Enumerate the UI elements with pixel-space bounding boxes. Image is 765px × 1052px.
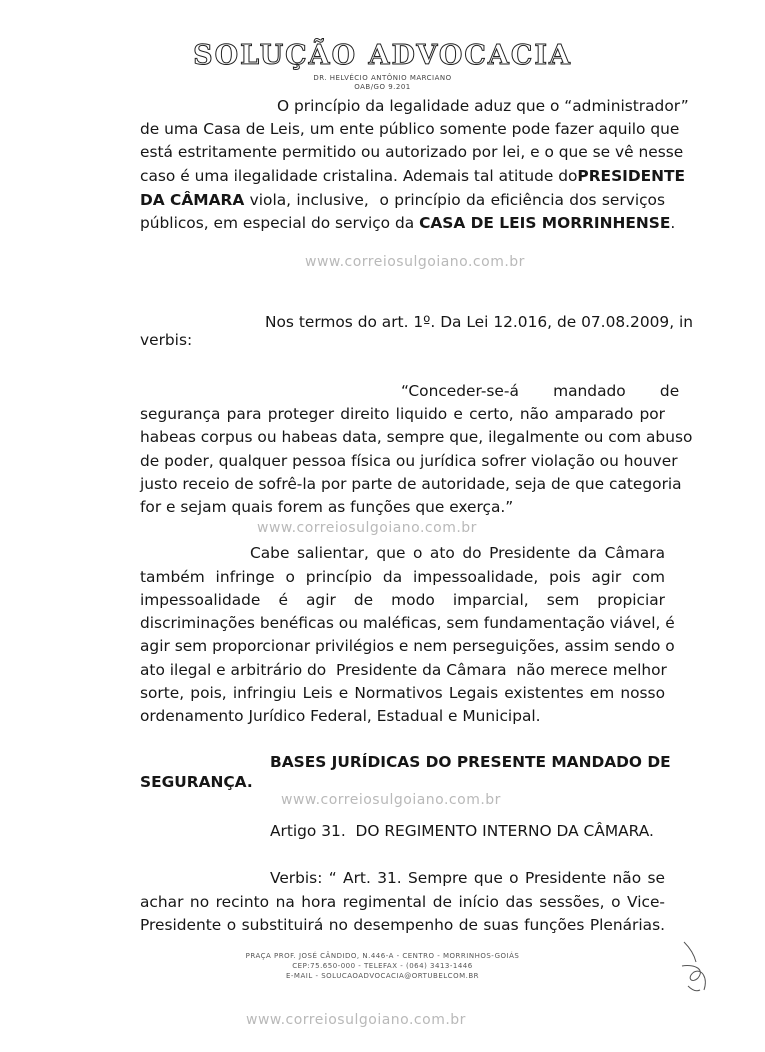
letterhead-lawyer-name: DR. HELVÉCIO ANTÔNIO MARCIANO	[313, 74, 452, 82]
quote-line-4: de poder, qualquer pessoa física ou jurídica sofrer violação ou houver	[140, 452, 678, 470]
paragraph-1-line-1: O princípio da legalidade aduz que o “administrador”	[277, 97, 689, 115]
paragraph-3-line-5: agir sem proporcionar privilégios e nem perseguições, assim sendo o	[140, 637, 675, 655]
paragraph-1-line-4	[140, 166, 686, 186]
paragraph-1-line-5-text: viola, inclusive, o princípio da eficiência dos serviços	[244, 191, 665, 209]
watermark-4: www.correiosulgoiano.com.br	[246, 1012, 466, 1028]
paragraph-1-bold-da-camara: DA CÂMARA	[140, 191, 245, 209]
paragraph-2-line-1: Nos termos do art. 1º. Da Lei 12.016, de 07.08.2009, in	[265, 313, 694, 331]
paragraph-3-line-2: também infringe o princípio da impessoalidade, pois agir com	[140, 568, 665, 586]
paragraph-4-line-3: Presidente o substituirá no desempenho de suas funções Plenárias.	[140, 916, 665, 934]
paragraph-1-line-2: de uma Casa de Leis, um ente público somente pode fazer aquilo que	[140, 120, 680, 138]
paragraph-3-line-3: impessoalidade é agir de modo imparcial, sem propiciar	[140, 591, 665, 609]
footer-address: PRAÇA PROF. JOSÉ CÂNDIDO, N.446-A - CENTRO - MORRINHOS-GOIÁS	[245, 952, 520, 960]
paragraph-4-line-2: achar no recinto na hora regimental de início das sessões, o Vice-	[140, 893, 665, 911]
paragraph-3-line-4: discriminações benéficas ou maléficas, sem fundamentação viável, é	[140, 614, 675, 632]
quote-line-6: for e sejam quais forem as funções que exerça.”	[140, 498, 514, 516]
paragraph-1-period: .	[670, 214, 676, 232]
paragraph-1-bold-presidente: PRESIDENTE	[577, 167, 686, 185]
paragraph-2-line-2: verbis:	[140, 331, 193, 349]
letterhead-oab-number: OAB/GO 9.201	[354, 83, 411, 91]
paragraph-3-line-6: ato ilegal e arbitrário do Presidente da Câmara não merece melhor	[140, 661, 667, 679]
footer-email: E-MAIL - SOLUCAOADVOCACIA@ORTUBELCOM.BR	[285, 972, 480, 980]
paragraph-3-line-1: Cabe salientar, que o ato do Presidente da Câmara	[250, 544, 665, 562]
paragraph-4-line-1: Verbis: “ Art. 31. Sempre que o Presidente não se	[270, 869, 665, 887]
watermark-3: www.correiosulgoiano.com.br	[281, 792, 501, 808]
paragraph-1-line-6	[140, 213, 676, 233]
section-heading-line-2: SEGURANÇA.	[140, 773, 253, 791]
signature-initial-icon	[676, 938, 716, 998]
letterhead-logo: SOLUÇÃO ADVOCACIA	[193, 40, 572, 71]
quote-line-3: habeas corpus ou habeas data, sempre que, ilegalmente ou com abuso	[140, 428, 693, 446]
article-heading: Artigo 31. DO REGIMENTO INTERNO DA CÂMARA.	[270, 822, 654, 840]
quote-line-2: segurança para proteger direito liquido e certo, não amparado por	[140, 405, 665, 423]
paragraph-1-bold-casa-de-leis: CASA DE LEIS MORRINHENSE	[419, 214, 671, 232]
paragraph-1-line-4-text: caso é uma ilegalidade cristalina. Ademais tal atitude do	[140, 167, 578, 185]
paragraph-1-line-3: está estritamente permitido ou autorizado por lei, e o que se vê nesse	[140, 143, 684, 161]
watermark-1: www.correiosulgoiano.com.br	[305, 254, 525, 270]
paragraph-3-line-7: sorte, pois, infringiu Leis e Normativos Legais existentes em nosso	[140, 684, 665, 702]
section-heading-line-1: BASES JURÍDICAS DO PRESENTE MANDADO DE	[270, 753, 671, 771]
quote-line-1: “Conceder-se-á mandado de	[401, 382, 680, 400]
paragraph-1-line-6-text: públicos, em especial do serviço da	[140, 214, 420, 232]
footer-cep-phone: CEP:75.650-000 - TELEFAX - (064) 3413-1446	[292, 962, 473, 970]
watermark-2: www.correiosulgoiano.com.br	[257, 520, 477, 536]
quote-line-5: justo receio de sofrê-la por parte de autoridade, seja de que categoria	[140, 475, 682, 493]
paragraph-1-line-5	[140, 190, 665, 210]
paragraph-3-line-8: ordenamento Jurídico Federal, Estadual e Municipal.	[140, 707, 541, 725]
